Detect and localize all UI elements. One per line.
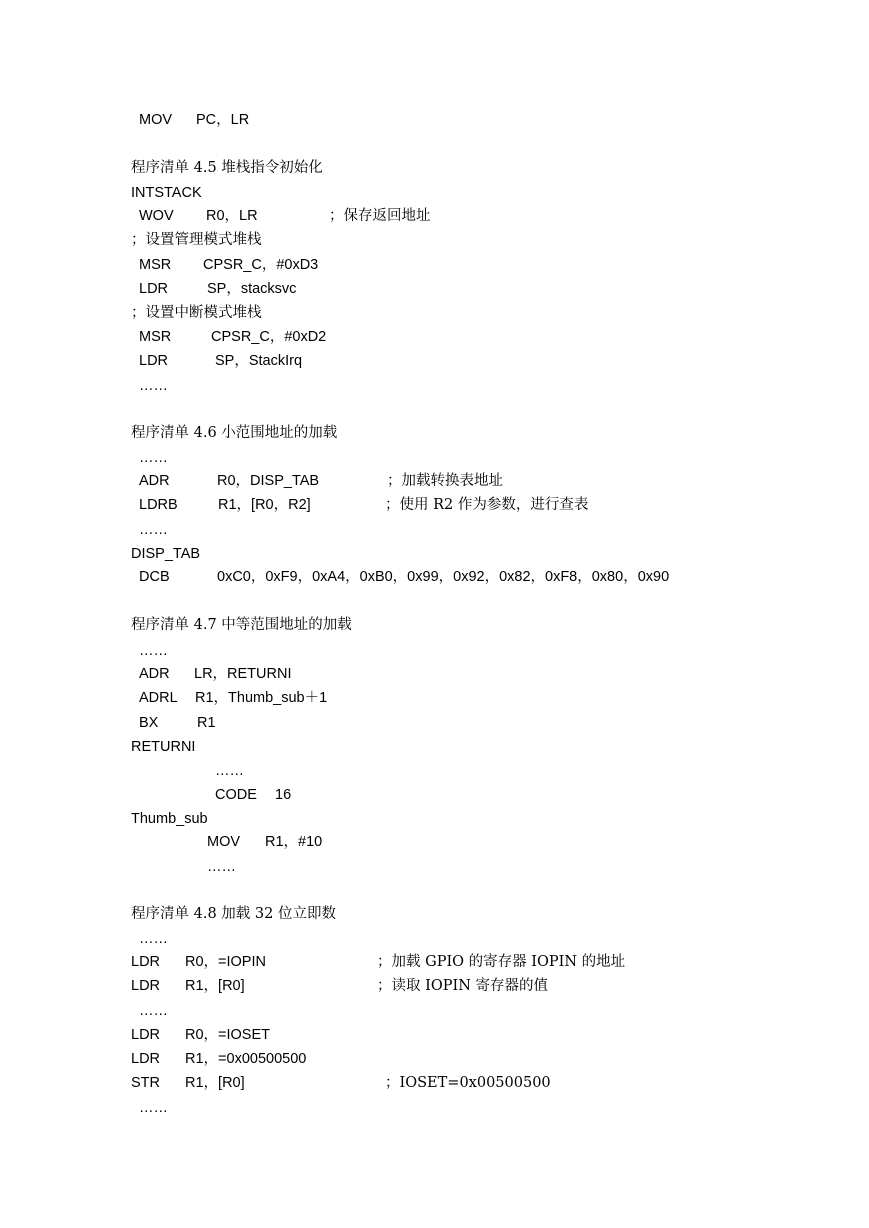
- code-line: [0, 1025, 869, 1049]
- code-line-text: ；设置管理模式堆栈: [131, 232, 262, 248]
- code-line: [0, 183, 869, 207]
- code-line-text: ……: [139, 450, 168, 466]
- code-line-text: R1: [197, 715, 216, 731]
- code-line-text: MSR: [139, 329, 172, 345]
- code-line: [0, 1098, 869, 1122]
- code-line-text: ……: [139, 643, 168, 659]
- code-line-text: R1，Thumb_sub＋1: [195, 690, 328, 706]
- code-line-text: ……: [207, 859, 236, 875]
- code-line-text: ；加载转换表地址: [387, 473, 503, 489]
- code-line-text: R1，#10: [265, 834, 323, 850]
- code-line-text: LDR: [131, 1051, 161, 1067]
- code-line-text: ……: [139, 931, 168, 947]
- code-line-text: RETURNI: [131, 739, 196, 755]
- code-line: [0, 110, 869, 134]
- code-line-text: BX: [139, 715, 159, 731]
- code-line: [0, 976, 869, 1000]
- code-line-text: MSR: [139, 257, 172, 273]
- code-line-text: ；保存返回地址: [329, 208, 431, 224]
- code-line-text: R1，=0x00500500: [185, 1051, 307, 1067]
- code-line-text: STR: [131, 1075, 160, 1091]
- code-line-text: ；使用 R2 作为参数，进行查表: [385, 497, 589, 513]
- code-line: [0, 615, 869, 639]
- code-line-text: 16: [275, 787, 292, 803]
- code-line: [0, 785, 869, 809]
- code-line-text: LDR: [131, 978, 161, 994]
- code-line: [0, 832, 869, 856]
- code-line: [0, 1073, 869, 1097]
- code-line: [0, 713, 869, 737]
- code-line-text: INTSTACK: [131, 185, 202, 201]
- code-line-text: 程序清单 4.6 小范围地址的加载: [131, 425, 338, 441]
- code-line: [0, 520, 869, 544]
- code-line: [0, 567, 869, 591]
- code-line-text: 程序清单 4.8 加载 32 位立即数: [131, 906, 336, 922]
- code-line-text: R1，[R0]: [185, 1075, 245, 1091]
- code-line-text: R1，[R0，R2]: [218, 497, 311, 513]
- code-line-text: ；IOSET=0x00500500: [385, 1075, 551, 1091]
- code-line-text: ；读取 IOPIN 寄存器的值: [377, 978, 549, 994]
- code-line-text: 0xC0，0xF9，0xA4，0xB0，0x99，0x92，0x82，0xF8，0x80，0x90: [217, 569, 670, 585]
- code-line: [0, 279, 869, 303]
- code-line-text: 程序清单 4.7 中等范围地址的加载: [131, 617, 352, 633]
- code-line-text: SP，StackIrq: [215, 353, 303, 369]
- code-line: [0, 206, 869, 230]
- code-line: [0, 664, 869, 688]
- code-line: [0, 952, 869, 976]
- code-line: [0, 761, 869, 785]
- code-line: [0, 641, 869, 665]
- code-line: [0, 904, 869, 928]
- code-line-text: WOV: [139, 208, 174, 224]
- code-line: [0, 230, 869, 254]
- code-line-text: R0，DISP_TAB: [217, 473, 320, 489]
- code-line: [0, 737, 869, 761]
- code-line-text: LDR: [139, 353, 169, 369]
- code-line: [0, 303, 869, 327]
- code-line: [0, 929, 869, 953]
- code-line: [0, 857, 869, 881]
- code-line-text: ……: [139, 378, 168, 394]
- code-line-text: ……: [215, 763, 244, 779]
- code-line: [0, 471, 869, 495]
- code-line-text: ADR: [139, 473, 170, 489]
- code-line-text: CODE: [215, 787, 257, 803]
- code-line-text: DCB: [139, 569, 170, 585]
- code-line: [0, 544, 869, 568]
- code-line: [0, 448, 869, 472]
- code-line: [0, 1001, 869, 1025]
- code-line-text: PC，LR: [196, 112, 250, 128]
- code-line-text: LDR: [131, 1027, 161, 1043]
- code-line: [0, 495, 869, 519]
- code-line-text: MOV: [207, 834, 241, 850]
- code-line: [0, 351, 869, 375]
- code-line: [0, 688, 869, 712]
- code-line-text: CPSR_C，#0xD2: [211, 329, 327, 345]
- code-line-text: SP，stacksvc: [207, 281, 297, 297]
- code-line-text: ……: [139, 1100, 168, 1116]
- code-line-text: LDRB: [139, 497, 178, 513]
- code-line-text: LR，RETURNI: [194, 666, 292, 682]
- code-line-text: ；设置中断模式堆栈: [131, 305, 262, 321]
- code-line-text: CPSR_C，#0xD3: [203, 257, 319, 273]
- code-line-text: R1，[R0]: [185, 978, 245, 994]
- code-line: [0, 423, 869, 447]
- code-line: [0, 327, 869, 351]
- code-line-text: ；加载 GPIO 的寄存器 IOPIN 的地址: [377, 954, 626, 970]
- code-line-text: R0，LR: [206, 208, 258, 224]
- code-line-text: MOV: [139, 112, 173, 128]
- code-line: [0, 376, 869, 400]
- code-line-text: R0，=IOSET: [185, 1027, 271, 1043]
- code-line-text: R0，=IOPIN: [185, 954, 266, 970]
- code-line: [0, 255, 869, 279]
- code-line: [0, 158, 869, 182]
- code-line-text: Thumb_sub: [131, 811, 208, 827]
- code-line-text: ADR: [139, 666, 170, 682]
- code-line: [0, 809, 869, 833]
- code-line: [0, 1049, 869, 1073]
- code-line-text: ……: [139, 1003, 168, 1019]
- code-line-text: ……: [139, 522, 168, 538]
- code-line-text: 程序清单 4.5 堆栈指令初始化: [131, 160, 323, 176]
- code-line-text: LDR: [131, 954, 161, 970]
- code-line-text: LDR: [139, 281, 169, 297]
- code-line-text: ADRL: [139, 690, 178, 706]
- code-line-text: DISP_TAB: [131, 546, 201, 562]
